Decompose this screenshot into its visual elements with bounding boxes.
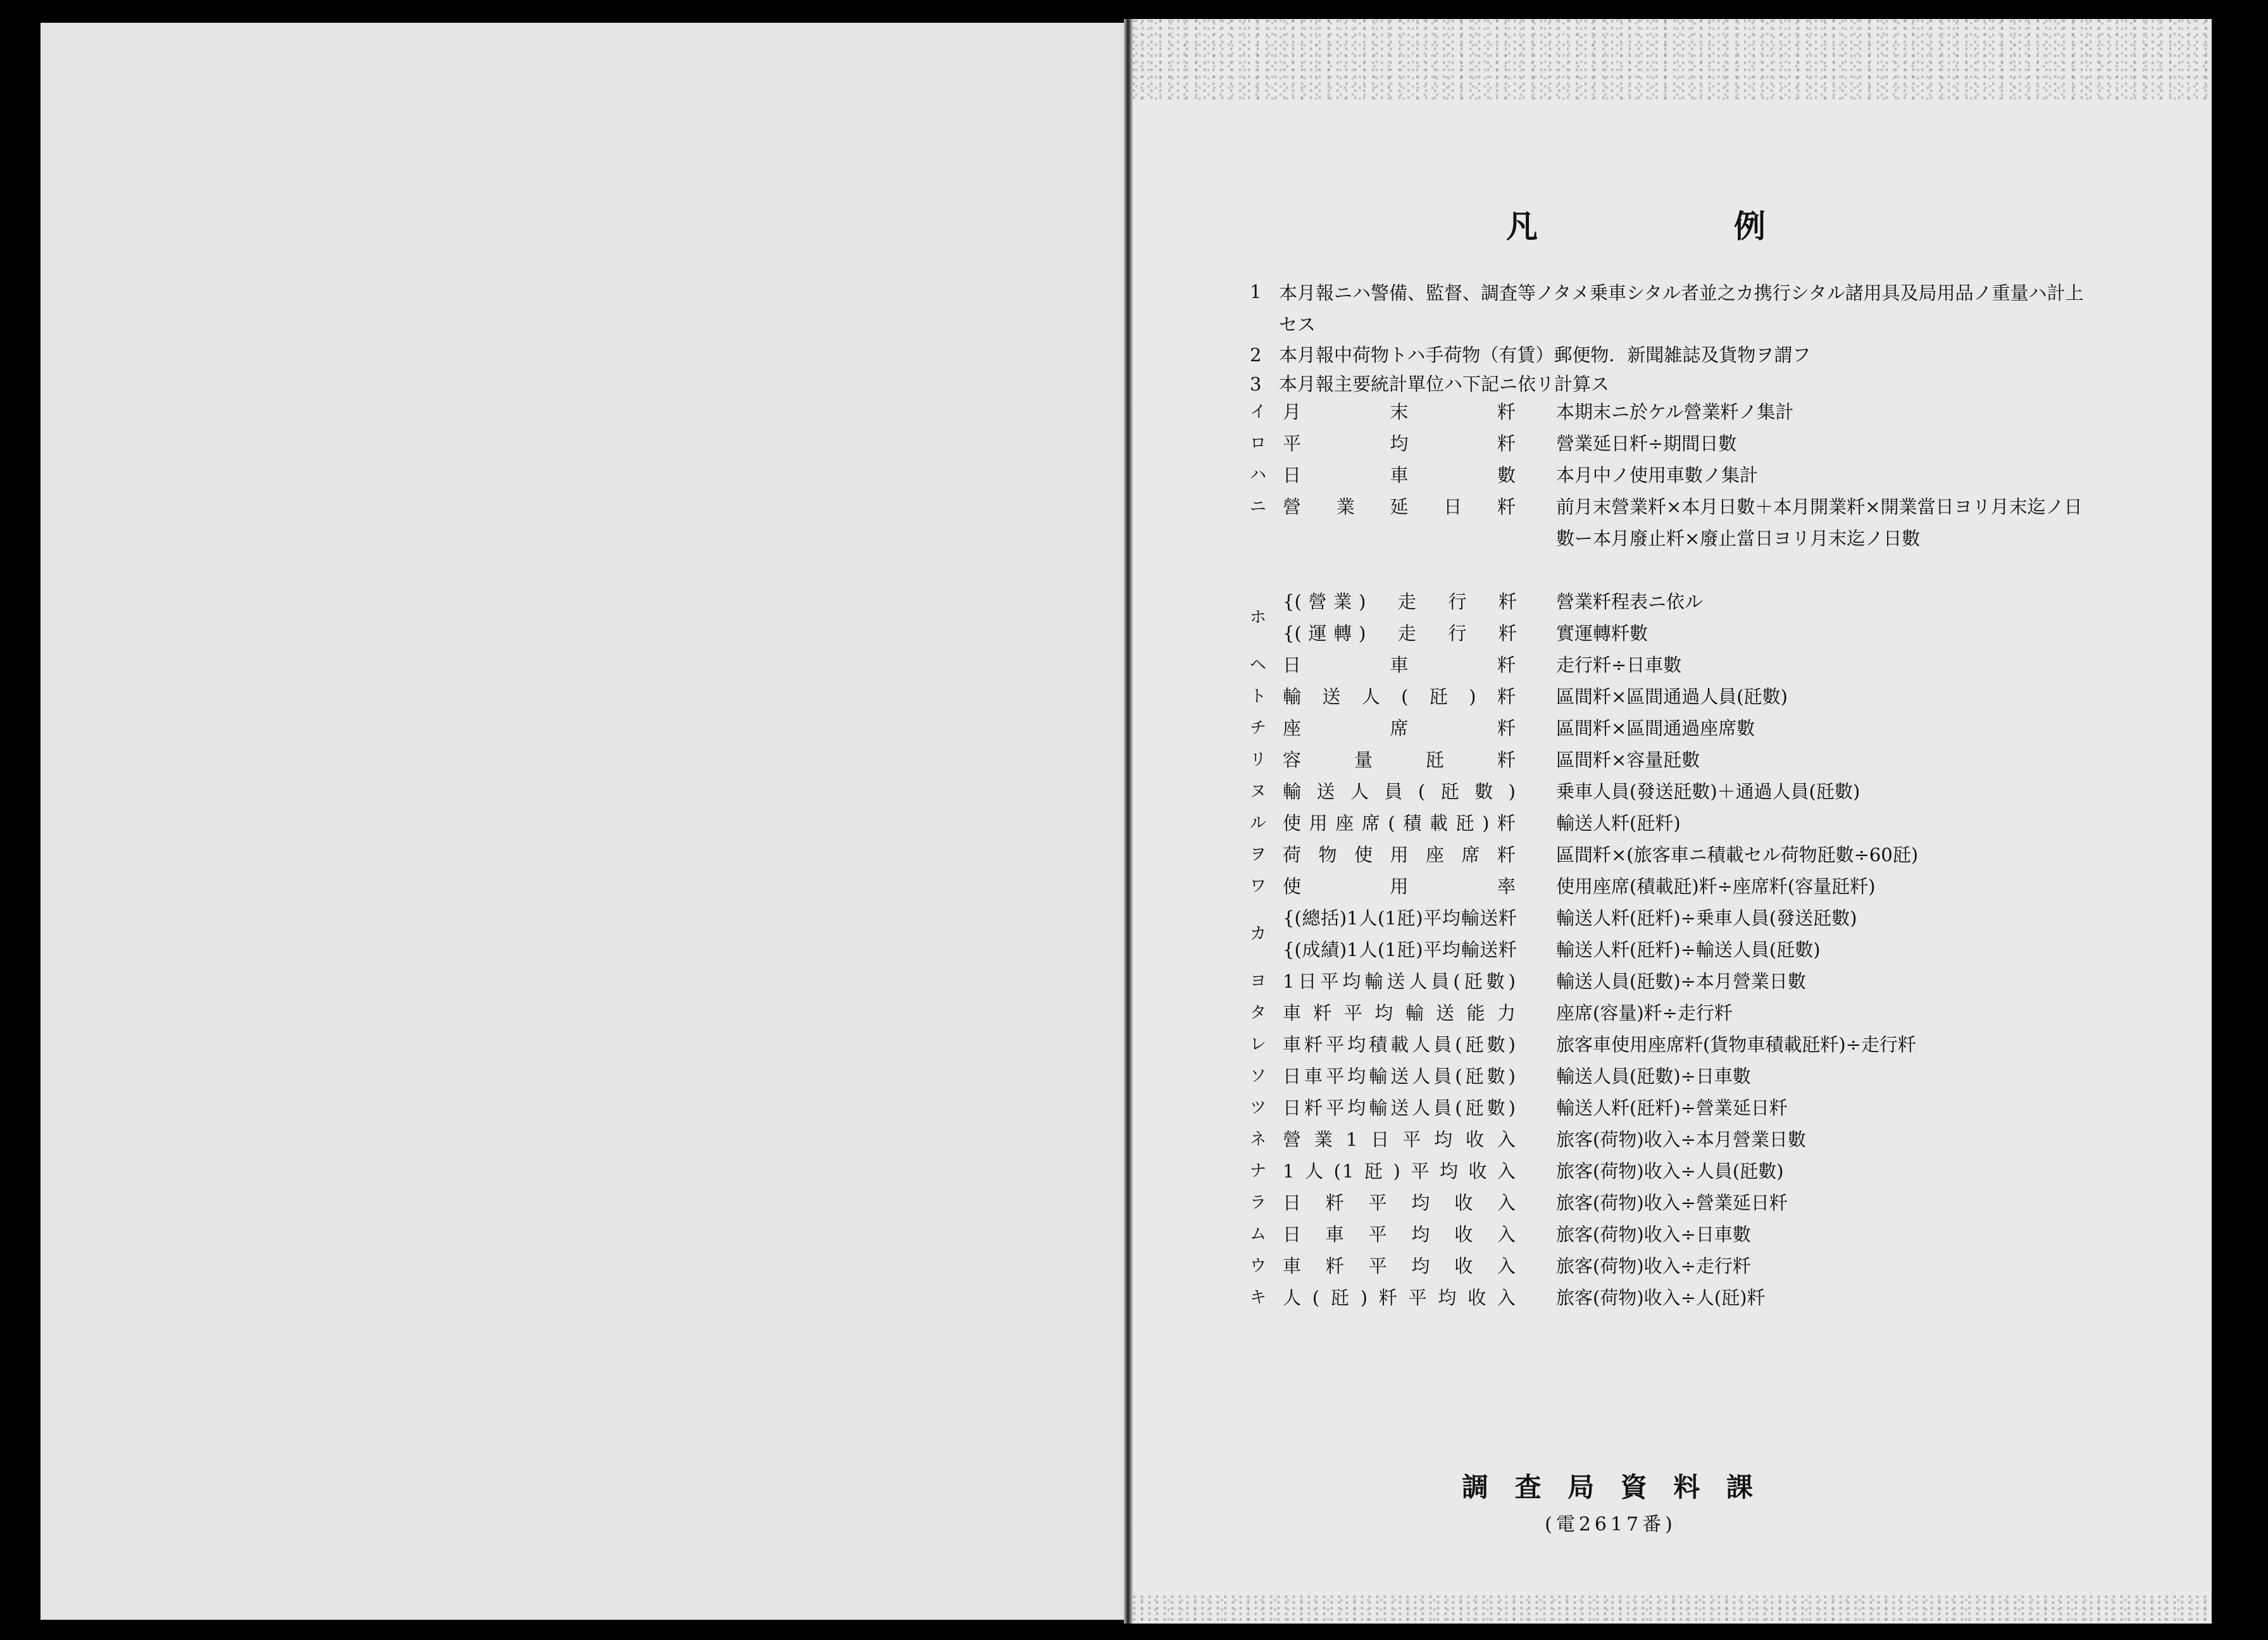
definition-term: 車粁平均輸送能力 xyxy=(1283,1002,1517,1024)
definition-row-grouped xyxy=(1250,902,2091,966)
definition-row xyxy=(1250,839,2091,871)
definition-row xyxy=(1250,1155,2091,1187)
definition-label: ヘ xyxy=(1250,655,1267,674)
org-char: 局 xyxy=(1567,1472,1595,1503)
definition-term: 車粁平均積載人員(瓩數) xyxy=(1283,1034,1517,1055)
definition-label: ヲ xyxy=(1250,845,1267,864)
definition-label: レ xyxy=(1250,1035,1267,1054)
definition-term: 日車數 xyxy=(1283,464,1517,486)
note-text: 本月報中荷物トハ手荷物（有賃）郵便物．新聞雑誌及貨物ヲ謂フ xyxy=(1279,344,1811,366)
definition-formula: 旅客車使用座席粁(貨物車積載瓩粁)÷走行粁 xyxy=(1556,1034,1916,1055)
definition-label: チ xyxy=(1250,719,1267,738)
definition-formula: 區間粁×區間通過座席數 xyxy=(1556,718,1755,739)
definition-term: 1日平均輸送人員(瓩數) xyxy=(1283,971,1517,992)
definition-row xyxy=(1250,649,2091,681)
book-gutter xyxy=(1124,19,1133,1624)
definition-term: 使用率 xyxy=(1283,876,1517,897)
definition-formula: 本期末ニ於ケル營業粁ノ集計 xyxy=(1556,401,1794,423)
definition-term: 月末粁 xyxy=(1283,401,1517,423)
definition-term: 輸送人(瓩)粁 xyxy=(1283,686,1517,707)
definition-formula: 營業粁程表ニ依ル xyxy=(1556,591,1704,612)
definition-label: ラ xyxy=(1250,1193,1267,1212)
definition-row xyxy=(1250,681,2091,712)
definition-label: キ xyxy=(1250,1288,1267,1307)
definition-label: リ xyxy=(1250,750,1267,769)
definition-label: ム xyxy=(1250,1225,1267,1244)
definition-row xyxy=(1250,776,2091,807)
note-number: 1 xyxy=(1250,281,1262,302)
definition-term: 日車平均輸送人員(瓩數) xyxy=(1283,1065,1517,1087)
definition-formula: 旅客(荷物)收入÷人(瓩)粁 xyxy=(1556,1287,1766,1308)
definition-term: 車粁平均收入 xyxy=(1283,1255,1517,1277)
definition-row xyxy=(1250,966,2091,997)
definition-label: カ xyxy=(1250,924,1267,943)
definition-row xyxy=(1250,712,2091,744)
definition-label: ル xyxy=(1250,814,1267,833)
definition-formula: 使用座席(積載瓩)粁÷座席粁(容量瓩粁) xyxy=(1556,876,1876,897)
definition-term: 營業延日粁 xyxy=(1283,496,1517,518)
definition-term: 日粁平均輸送人員(瓩數) xyxy=(1283,1097,1517,1119)
definition-row-grouped xyxy=(1250,586,2091,649)
definition-formula: 輸送人員(瓩數)÷本月營業日數 xyxy=(1556,971,1806,992)
notes-list xyxy=(1250,277,2098,399)
note-number: 2 xyxy=(1250,344,1262,366)
definition-term: 營業1日平均收入 xyxy=(1283,1129,1517,1150)
definition-row xyxy=(1250,1187,2091,1219)
definition-label: ウ xyxy=(1250,1257,1267,1276)
note-item xyxy=(1250,340,2098,370)
definition-formula: 輸送人粁(瓩粁)÷輸送人員(瓩數) xyxy=(1556,939,1821,960)
definition-row xyxy=(1250,1282,2091,1314)
page-title xyxy=(1506,201,1766,247)
definition-term: 人(瓩)粁平均收入 xyxy=(1283,1287,1517,1308)
note-number: 3 xyxy=(1250,373,1262,395)
definition-label: ツ xyxy=(1250,1098,1267,1117)
definition-term: 使用座席(積載瓩)粁 xyxy=(1283,812,1517,834)
note-item xyxy=(1250,370,2098,399)
definition-term: 日車平均收入 xyxy=(1283,1224,1517,1245)
org-char: 査 xyxy=(1514,1472,1542,1503)
title-char: 例 xyxy=(1734,208,1766,245)
org-char: 料 xyxy=(1673,1472,1700,1503)
definition-row xyxy=(1250,1092,2091,1124)
definition-term: 輸送人員(瓩數) xyxy=(1283,781,1517,802)
definition-formula: 旅客(荷物)收入÷營業延日粁 xyxy=(1556,1192,1788,1214)
definition-row xyxy=(1250,1029,2091,1060)
definition-formula: 旅客(荷物)收入÷本月營業日數 xyxy=(1556,1129,1806,1150)
definition-label: ナ xyxy=(1250,1162,1267,1181)
definition-formula: 區間粁×(旅客車ニ積載セル荷物瓩數÷60瓩) xyxy=(1556,844,1919,866)
page-edge-speckle-top xyxy=(1133,19,2212,101)
org-char: 課 xyxy=(1726,1472,1753,1503)
definition-formula: 輸送人粁(瓩粁)÷乗車人員(發送瓩數) xyxy=(1556,907,1857,929)
note-text: 本月報ニハ警備、監督、調査等ノタメ乗車シタル者並之カ携行シタル諸用具及局用品ノ重量ハ計上セス xyxy=(1279,282,2084,335)
definition-formula: 旅客(荷物)收入÷走行粁 xyxy=(1556,1255,1751,1277)
definition-term: 平均粁 xyxy=(1283,433,1517,454)
definition-row xyxy=(1250,428,2091,459)
definition-formula: 走行粁÷日車數 xyxy=(1556,654,1682,676)
definition-label: ワ xyxy=(1250,877,1267,896)
definition-row xyxy=(1250,1124,2091,1155)
definition-label: ネ xyxy=(1250,1130,1267,1149)
definition-formula: 區間粁×區間通過人員(瓩數) xyxy=(1556,686,1788,707)
definition-label: ニ xyxy=(1250,497,1267,516)
left-page-blank xyxy=(40,23,1124,1620)
definition-row xyxy=(1250,459,2091,491)
definition-formula: 實運轉粁數 xyxy=(1556,623,1648,644)
definition-row xyxy=(1250,871,2091,902)
definition-row xyxy=(1250,997,2091,1029)
definition-formula: 座席(容量)粁÷走行粁 xyxy=(1556,1002,1733,1024)
definition-label: ソ xyxy=(1250,1067,1267,1086)
definition-formula: 輸送人粁(瓩粁) xyxy=(1556,812,1681,834)
definition-formula: 輸送人粁(瓩粁)÷營業延日粁 xyxy=(1556,1097,1788,1119)
definition-label: ヌ xyxy=(1250,782,1267,801)
definition-term: {(總括)1人(1瓩)平均輸送粁 xyxy=(1283,907,1517,929)
definition-label: ヨ xyxy=(1250,972,1267,991)
note-item xyxy=(1250,277,2098,340)
definition-formula: 本月中ノ使用車數ノ集計 xyxy=(1556,464,1759,486)
definition-formula: 營業延日粁÷期間日數 xyxy=(1556,433,1737,454)
definition-label: イ xyxy=(1250,402,1267,421)
definition-term: {(成績)1人(1瓩)平均輸送粁 xyxy=(1283,939,1517,960)
definition-label: ロ xyxy=(1250,434,1267,453)
definition-term: 1人(1瓩)平均收入 xyxy=(1283,1160,1517,1182)
definition-formula: 乗車人員(發送瓩數)＋通過人員(瓩數) xyxy=(1556,781,1860,802)
definition-row xyxy=(1250,1250,2091,1282)
title-char: 凡 xyxy=(1506,208,1538,245)
footer-telephone: (電2617番) xyxy=(1545,1513,1676,1536)
definition-row xyxy=(1250,1219,2091,1250)
definition-row xyxy=(1250,396,2091,428)
definitions-list xyxy=(1250,396,2091,1314)
definition-label: ト xyxy=(1250,687,1267,706)
definition-term: {(運轉) 走 行 粁 xyxy=(1283,623,1517,644)
page-edge-speckle-bottom xyxy=(1133,1594,2212,1624)
definition-label: ハ xyxy=(1250,466,1267,485)
definition-row xyxy=(1250,744,2091,776)
definition-term: 容量瓩粁 xyxy=(1283,749,1517,771)
org-char: 資 xyxy=(1620,1472,1647,1503)
definition-row xyxy=(1250,1060,2091,1092)
definition-formula: 區間粁×容量瓩數 xyxy=(1556,749,1700,771)
definition-term: 荷物使用座席粁 xyxy=(1283,844,1517,866)
definition-formula: 旅客(荷物)收入÷人員(瓩數) xyxy=(1556,1160,1784,1182)
definition-row xyxy=(1250,807,2091,839)
definition-formula: 前月末營業粁×本月日數＋本月開業粁×開業當日ヨリ月末迄ノ日數ー本月廢止粁×廢止當日ヨリ月末迄ノ日數 xyxy=(1556,496,2083,549)
note-text: 本月報主要統計單位ハ下記ニ依リ計算ス xyxy=(1279,373,1610,395)
definition-formula: 旅客(荷物)收入÷日車數 xyxy=(1556,1224,1751,1245)
definition-formula: 輸送人員(瓩數)÷日車數 xyxy=(1556,1065,1751,1087)
definition-term: {(營業) 走 行 粁 xyxy=(1283,591,1517,612)
definition-term: 日車粁 xyxy=(1283,654,1517,676)
org-char: 調 xyxy=(1462,1472,1489,1503)
definition-label: ホ xyxy=(1250,608,1267,627)
definition-term: 座席粁 xyxy=(1283,718,1517,739)
footer-organization xyxy=(1462,1467,1753,1505)
definition-row xyxy=(1250,491,2091,586)
definition-term: 日粁平均收入 xyxy=(1283,1192,1517,1214)
definition-label: タ xyxy=(1250,1003,1267,1022)
